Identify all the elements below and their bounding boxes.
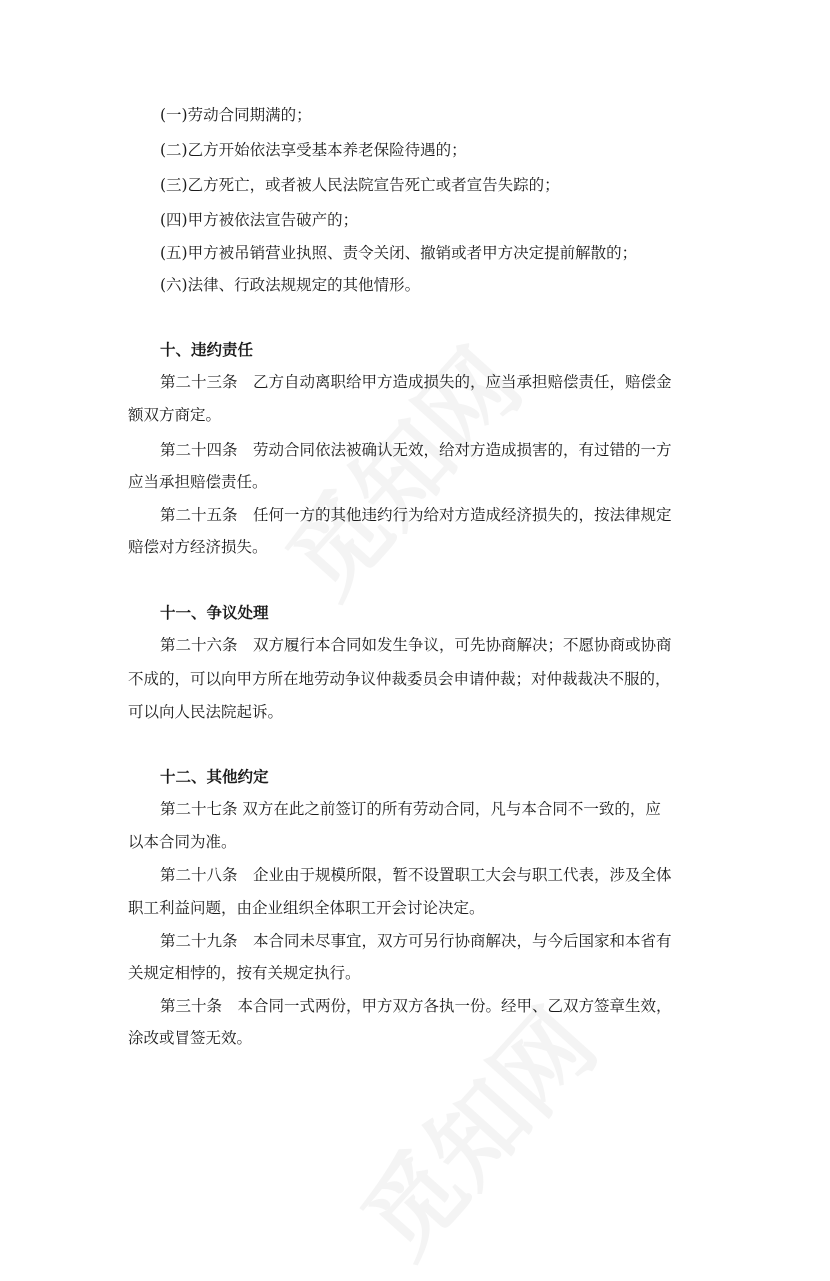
article-29-cont: 关规定相悖的，按有关规定执行。 [128, 964, 361, 982]
article-24: 第二十四条 劳动合同依法被确认无效，给对方造成损害的，有过错的一方 [160, 441, 672, 459]
list-item: (三)乙方死亡，或者被人民法院宣告死亡或者宣告失踪的； [160, 176, 560, 194]
article-29: 第二十九条 本合同未尽事宜，双方可另行协商解决，与今后国家和本省有 [160, 932, 672, 950]
section-heading: 十、违约责任 [160, 341, 254, 359]
article-30-cont: 涂改或冒签无效。 [128, 1029, 253, 1047]
section-heading: 十一、争议处理 [160, 604, 269, 622]
article-25: 第二十五条 任何一方的其他违约行为给对方造成经济损失的，按法律规定 [160, 506, 672, 524]
article-30: 第三十条 本合同一式两份，甲方双方各执一份。经甲、乙双方签章生效， [160, 997, 672, 1015]
article-23: 第二十三条 乙方自动离职给甲方造成损失的，应当承担赔偿责任，赔偿金 [160, 373, 672, 391]
article-26-cont: 可以向人民法院起诉。 [128, 703, 284, 721]
article-25-cont: 赔偿对方经济损失。 [128, 538, 268, 556]
list-item: (四)甲方被依法宣告破产的； [160, 211, 359, 229]
list-item: (二)乙方开始依法享受基本养老保险待遇的； [160, 141, 467, 159]
list-item: (一)劳动合同期满的； [160, 106, 312, 124]
list-item: (六)法律、行政法规规定的其他情形。 [160, 276, 421, 294]
article-23-cont: 额双方商定。 [128, 406, 222, 424]
article-27: 第二十七条 双方在此之前签订的所有劳动合同，凡与本合同不一致的，应 [160, 800, 661, 818]
watermark [252, 316, 547, 622]
article-26: 第二十六条 双方履行本合同如发生争议，可先协商解决；不愿协商或协商 [160, 636, 672, 654]
list-item: (五)甲方被吊销营业执照、责令关闭、撤销或者甲方决定提前解散的； [160, 244, 638, 262]
article-26-cont: 不成的，可以向甲方所在地劳动争议仲裁委员会申请仲裁；对仲裁裁决不服的， [128, 670, 671, 688]
section-heading: 十二、其他约定 [160, 768, 269, 786]
article-28: 第二十八条 企业由于规模所限，暂不设置职工大会与职工代表，涉及全体 [160, 866, 672, 884]
watermark [327, 976, 622, 1281]
article-28-cont: 职工利益问题，由企业组织全体职工开会讨论决定。 [128, 899, 485, 917]
article-27-cont: 以本合同为准。 [128, 833, 237, 851]
article-24-cont: 应当承担赔偿责任。 [128, 473, 268, 491]
